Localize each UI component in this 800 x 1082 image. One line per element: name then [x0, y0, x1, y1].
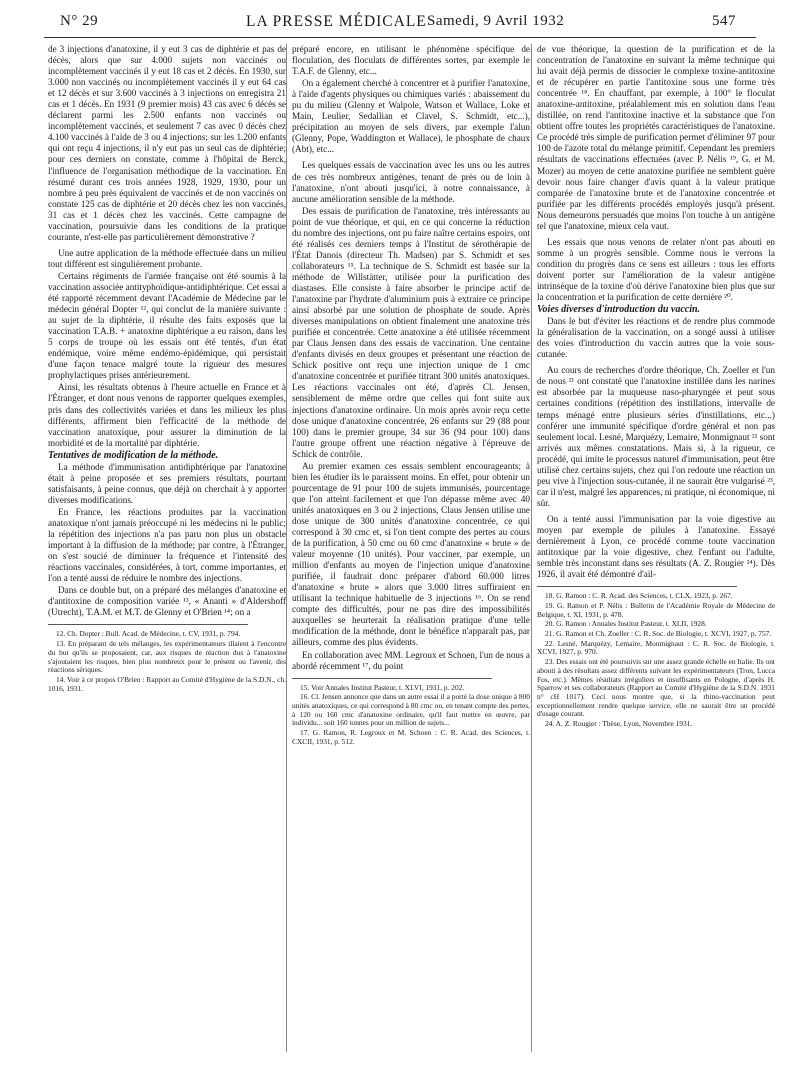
- footnote: 20. G. Ramon : Annales Institut Pasteur, t. XLII, 1928.: [545, 619, 707, 629]
- footnotes: [48, 630, 286, 693]
- paragraph: préparé encore, en utilisant le phénomène spécifique de floculation, des floculats de différentes sortes, par exemple le T.A.F. de Glenny, etc...: [292, 44, 530, 77]
- footnote: 19. G. Ramon et P. Nélis : Bulletin de l'Académie Royale de Médecine de Belgique, t. XI, 1931, p. 478.: [537, 600, 775, 619]
- footnote: 24. A. Z. Rougier : Thèse, Lyon, Novembre 1931.: [545, 719, 693, 729]
- paragraph: Au premier examen ces essais semblent encourageants; à bien les étudier ils le paraissent moins. En effet, pour obtenir un pourcentage de 91 pour 100 de sujets immunisés, pourcentage que l'on atteint facilement et que l'on dépasse même avec 40 unités anatoxiques en 3 ou 2 injections, Claus Jensen utilise une dose unique de 300 unités d'anatoxine concentrée, ce qui correspond à 30 cmc et, si l'on tient compte des pertes au cours de la purification, à 50 cmc ou 60 cmc d'anatoxine « brute » de valeur moyenne (10 unités). Pour vacciner, par exemple, un million d'enfants au moyen de l'injection unique d'anatoxine purifiée, il faudrait donc préparer d'abord 60.000 litres d'anatoxine « brute » alors que 3.000 litres suffiraient en utilisant la technique habituelle de 3 injections ¹⁶. On se rend compte des difficultés, pour ne pas dire des impossibilités auxquelles se heurterait la réalisation pratique d'une telle modification de la méthode, dont le bénéfice n'apparaît pas, par ailleurs, comme des plus évidents.: [292, 460, 530, 648]
- paragraph: La méthode d'immunisation antidiphtérique par l'anatoxine était à peine proposée et ses premiers résultats, pourtant satisfaisants, à peine connus, que déjà on cherchait à y apporter diverses modifications.: [48, 461, 286, 505]
- paragraph: Dans ce double but, on a préparé des mélanges d'anatoxine et d'antitoxine de composition variée ¹³, « Ananti » d'Aldershoff (Utrecht), T.A.M. et M.T. de Glenny et O'Brien ¹⁴; on a: [48, 585, 286, 618]
- journal-title: LA PRESSE MÉDICALE: [246, 13, 427, 30]
- footnote: 18. G. Ramon : C. R. Acad. des Sciences, t. CLX, 1923, p. 267.: [545, 591, 733, 601]
- footnote-rule: [537, 586, 737, 587]
- paragraph: de 3 injections d'anatoxine, il y eut 3 cas de diphtérie et pas de décès, alors que sur 4.000 sujets non vaccinés ou incomplètement vaccinés il y eut 18 cas et 2 décès. En 1930, sur 3.000 non vaccinés ou incomplètement vaccinés il y eut 64 cas et 12 décès et sur 3.600 vaccinés à 3 injections on enregistra 21 cas et 1 décès. En 1931 (9 premier mois) 43 cas avec 6 décès se déclarent parmi les 2.500 enfants non vaccinés ou incomplètement vaccinés, et seulement 7 cas avec 0 décès chez 4.100 vaccinés à l'aide de 3 ou 4 injections; sur les 1.200 enfants qui ont reçu 4 injections, il n'y eut pas un seul cas de diphtérie; pour ces derniers on constate, comme à l'hôpital de Berck, l'influence de l'organisation méthodique de la vaccination. En résumé durant ces trois années 1928, 1929, 1930, pour un nombre à peu près équivalent de vaccinés et de non vaccinés on constate 125 cas de diphtérie et 20 décès chez les non vaccinés, 31 cas et 1 décès chez les vaccinés. Cette campagne de vaccination, poursuivie dans les conditions de la pratique courante, n'est-elle pas particulièrement démonstrative ?: [48, 44, 286, 242]
- footnotes: [537, 592, 775, 729]
- footnote: 16. Cl. Jensen annonce que dans un autre essai il a porté la dose unique à 800 unités anatoxiques, ce qui correspond à 80 cmc ou, en tenant compte des pertes, à 120 ou 160 cmc d'anatoxine ordinaire, qu'il faut mettre en œuvre, par individu... soit 160 tonnes pour un million de sujets...: [292, 692, 530, 728]
- paragraph: Au cours de recherches d'ordre théorique, Ch. Zoeller et l'un de nous ²¹ ont constaté que l'anatoxine instillée dans les narines est absorbée par la muqueuse naso-pharyngée et peut sous certaines conditions (répétition des instillations, intervalle de temps ménagé entre plusieurs séries d'instillations, etc...) conférer une immunité spécifique d'ordre général et non pas seulement local. Lesné, Marquézy, Lemaire, Monmignaut ²² sont arrivés aux mêmes constatations. Mais si, à la rigueur, ce procédé, qui imite le processus naturel d'immunisation, peut être utilisé chez certains sujets, chez qui l'on redoute une réaction un peu vive à l'injection sous-cutanée, il ne saurait être vulgarisé ²³, car il n'est, malgré les apparences, ni pratique, ni économique, ni sûr.: [537, 365, 775, 508]
- paragraph: En France, les réactions produites par la vaccination anatoxique n'ont jamais préoccupé ni les médecins ni le public; la répétition des injections n'a pas paru non plus un obstacle important à la diffusion de la méthode; par contre, à l'Étranger, on s'est soucié de diminuer la fréquence et l'intensité des réactions vaccinales, considérées, à tort, comme importantes, et l'on a tenté aussi de réduire le nombre des injections.: [48, 506, 286, 584]
- header-rule: [44, 37, 756, 38]
- footnote: 15. Voir Annales Institut Pasteur, t. XLVI, 1931, p. 202.: [300, 682, 465, 692]
- footnote: 22. Lesné, Marquézy, Lemaire, Monmignaut : C. R. Soc. de Biologie, t. XCVI, 1927, p. 970.: [537, 638, 775, 657]
- paragraph: Ainsi, les résultats obtenus à l'heure actuelle en France et à l'Étranger, et dont nous venons de rapporter quelques exemples, pris dans des collectivités variées et dans les milieux les plus différents, affirment bien l'efficacité de la méthode de vaccination anatoxique, pour assurer la diminution de la morbidité et de la mortalité par diphtérie.: [48, 382, 286, 448]
- footnote: 21. G. Ramon et Ch. Zoeller : C. R. Soc. de Biologie, t. XCVI, 1927, p. 757.: [545, 629, 772, 639]
- paragraph: Certains régiments de l'armée française ont été soumis à la vaccination associée antityphoïdique-antidiphtérique. Cet essai a été rapporté récemment devant l'Académie de Médecine par le médecin général Dopter ¹², qui conclut de la manière suivante : au sujet de la diphtérie, il résulte des faits exposés que la vaccination T.A.B. + anatoxine diphtérique a eu raison, dans les 5 corps de troupe où les essais ont été tentés, d'un état endémique, voire même endémo-épidémique, qui persistait d'une façon tenace malgré toute la rigueur des mesures prophylactiques prises antérieurement.: [48, 270, 286, 381]
- paragraph: Les essais que nous venons de relater n'ont pas abouti en somme à un progrès sensible. Comme nous le verrons la condition du progrès dans ce sens est ailleurs : tous les efforts doivent porter sur l'amélioration de la valeur antigène intrinsèque de la toxine d'où dérive l'anatoxine bien plus que sur la concentration et la purification de cette dernière ²⁰.: [537, 236, 775, 303]
- paragraph: Des essais de purification de l'anatoxine, très intéressants au point de vue théorique, et qui, en ce qui concerne la réduction du nombre des injections, ont pu faire naître certains espoirs, ont été réalisés ces derniers temps à l'Institut de sérothérapie de l'État Danois (directeur Th. Madsen) par S. Schmidt et ses collaborateurs ¹⁵. La technique de S. Schmidt est basée sur la méthode de Willstätter, utilisée pour la purification des diastases. Elle consiste à faire absorber le principe actif de l'anatoxine par l'hydrate d'aluminium puis à extraire ce principe ainsi absorbé par une solution de phosphate de soude. Après diverses manipulations on obtient finalement une anatoxine très purifiée et concentrée. Cette anatoxine a été utilisée récemment par Claus Jensen dans des essais de vaccination. Une centaine d'enfants divisés en deux groupes et présentant une réaction de Schick positive ont reçu une injection unique de 1 cmc d'anatoxine concentrée et purifiée titrant 300 unités anatoxiques. Les réactions vaccinales ont été, d'après Cl. Jensen, sensiblement de même ordre que celles qui font suite aux injections d'anatoxine ordinaire. Un mois après avoir reçu cette dose unique d'anatoxine concentrée, 26 enfants sur 29 (88 pour 100) dans le premier groupe, 34 sur 36 (94 pour 100) dans l'autre groupe offrent une réaction négative à l'épreuve de Schick de contrôle.: [292, 205, 530, 459]
- footnote: 13. En préparant de tels mélanges, les expérimentateurs illaient à l'encontre du but qu'ils se proposaient, car, aux risques de réaction dus à l'anatoxine s'ajoutaient les risques, bien plus nombreux pour le présent ou l'avenir, des réactions sériques.: [48, 639, 286, 675]
- page-number: 547: [712, 13, 736, 29]
- column-3: [537, 44, 775, 730]
- paragraph: Les quelques essais de vaccination avec les uns ou les autres de ces très nombreux antigènes, tenant de près ou de loin à l'anatoxine, n'ont abouti jusqu'ici, à notre connaissance, à aucune amélioration sensible de la méthode.: [292, 160, 530, 204]
- footnote-rule: [48, 624, 248, 625]
- paragraph: de vue théorique, la question de la purification et de la concentration de l'anatoxine en suivant la même technique qui lui avait déjà permis de dissocier le complexe toxine-antitoxine et de récupérer en partie l'antitoxine sous une forme très concentrée ¹⁸. En chauffant, par exemple, à 100° le floculat anatoxine-antitoxine, préalablement mis en solution dans l'eau distillée, on rend l'antitoxine inactive et la substance que l'on obtient offre toutes les propriétés caractéristiques de l'anatoxine. Ce procédé très simple de purification permet d'éliminer 97 pour 100 de l'azote total du mélange primitif. Cependant les premiers résultats de vaccinations effectuées (avec P. Nélis ¹⁹, G. et M. Mozer) au moyen de cette anatoxine purifiée ne semblent guère devoir nous faire changer d'avis quant à la valeur pratique comparée de l'anatoxine brute et de l'anatoxine concentrée et purifiée par les différents procédés employés jusqu'à présent. Nous demeurons persuadés que moins l'on touche à un antigène tel que l'anatoxine, mieux cela vaut.: [537, 44, 775, 231]
- paragraph: En collaboration avec MM. Legroux et Schoen, l'un de nous a abordé récemment ¹⁷, du point: [292, 649, 530, 671]
- footnote: 17. G. Ramon, R. Legroux et M. Schoen : C. R. Acad. des Sciences, t. CXCII, 1931, p. 512.: [292, 728, 530, 746]
- footnote: 14. Voir à ce propos O'Brien : Rapport au Comité d'Hygiène de la S.D.N., ch. 1016, 1931.: [48, 674, 286, 693]
- column-2: [292, 44, 530, 748]
- page-header: [0, 0, 800, 40]
- paragraph: Dans le but d'éviter les réactions et de rendre plus commode la généralisation de la vaccination, on a songé aussi à utiliser des voies d'introduction du vaccin autres que la voie sous-cutanée.: [537, 316, 775, 360]
- footnote-rule: [292, 678, 492, 679]
- footnote: 12. Ch. Dopter : Bull. Acad. de Médecine, t. CV, 1931, p. 794.: [56, 629, 241, 639]
- paragraph: On a également cherché à concentrer et à purifier l'anatoxine, à l'aide d'agents physiques ou chimiques variés : abaissement du pu du milieu (Glenny et Walpole, Watson et Wallace, Loke et Main, Leulier, Sedallian et Clavel, S. Schmidt, etc...), précipitation au moyen de sels divers, par exemple l'alun (Glenny, Pope, Waddington et Wallace), le phosphate de chaux (Abt), etc...: [292, 78, 530, 155]
- footnotes: [292, 684, 530, 747]
- column-divider: [286, 44, 287, 1052]
- issue-number: N° 29: [60, 13, 99, 29]
- footnote: 23. Des essais ont été poursuivis sur une assez grande échelle en Italie. Ils ont abouti à des résultats assez différents suivant les expérimentateurs (Tron, Lucca Fos, etc.). Mêmes résultats irréguliers et insuffisants en Pologne, d'après H. Sparrow et ses collaborateurs (Rapport au Comité d'Hygiène de la S.D.N. 1931 n° cH 1017). Ceci nous montre que, si la rhino-vaccination peut exceptionnellement rendre quelque service, elle ne saurait être un procédé d'usage courant.: [537, 657, 775, 719]
- column-divider: [531, 44, 532, 1052]
- paragraph: On a tenté aussi l'immunisation par la voie digestive au moyen par exemple de pilules à l'anatoxine. Essayé dernièrement à Lyon, ce procédé comme toute vaccination antitoxique par la voie digestive, chez l'enfant ou l'adulte, semble très inconstant dans ses résultats (A. Z. Rougier ²⁴). Dès 1926, il avait été démontré d'ail-: [537, 513, 775, 580]
- section-heading: Voies diverses d'introduction du vaccin.: [537, 304, 701, 316]
- column-1: [48, 44, 286, 694]
- section-heading: Tentatives de modification de la méthode.: [48, 449, 219, 461]
- issue-date: Samedi, 9 Avril 1932: [427, 13, 565, 29]
- paragraph: Une autre application de la méthode effectuée dans un milieu tout différent est singulièrement probante.: [48, 247, 286, 269]
